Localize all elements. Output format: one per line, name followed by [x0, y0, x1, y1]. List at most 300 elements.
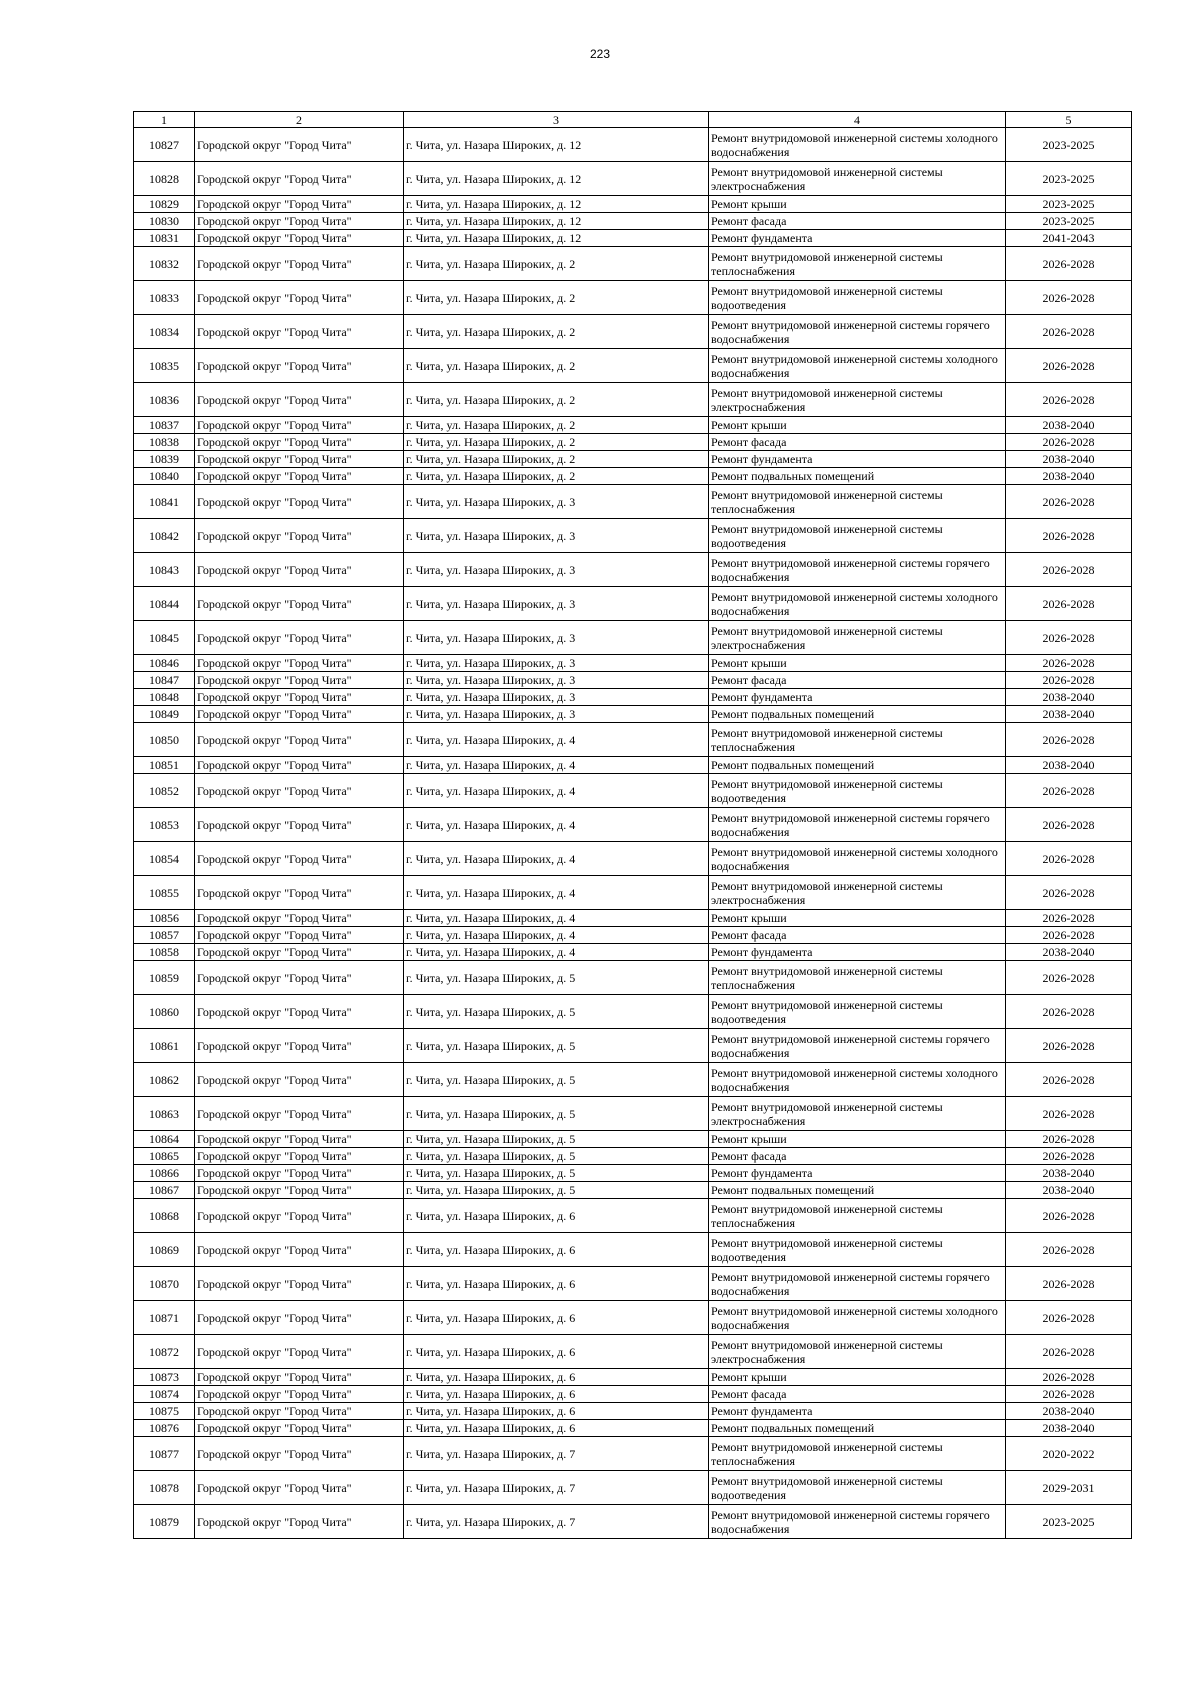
address-cell: г. Чита, ул. Назара Широких, д. 3 [404, 706, 709, 723]
work-type-cell: Ремонт подвальных помещений [709, 468, 1006, 485]
work-type-cell: Ремонт внутридомовой инженерной системы теплоснабжения [709, 961, 1006, 995]
municipality-cell: Городской округ "Город Чита" [195, 774, 404, 808]
period-cell: 2041-2043 [1006, 230, 1132, 247]
address-cell: г. Чита, ул. Назара Широких, д. 12 [404, 230, 709, 247]
table-row [134, 162, 1132, 196]
work-type-cell: Ремонт внутридомовой инженерной системы электроснабжения [709, 1335, 1006, 1369]
row-number: 10830 [134, 213, 195, 230]
table-row [134, 1386, 1132, 1403]
period-cell: 2020-2022 [1006, 1437, 1132, 1471]
table-row [134, 723, 1132, 757]
period-cell: 2038-2040 [1006, 1420, 1132, 1437]
table-row [134, 1199, 1132, 1233]
work-type-cell: Ремонт фасада [709, 1386, 1006, 1403]
row-number: 10863 [134, 1097, 195, 1131]
period-cell: 2026-2028 [1006, 485, 1132, 519]
table-row [134, 1029, 1132, 1063]
table-row [134, 1301, 1132, 1335]
municipality-cell: Городской округ "Город Чита" [195, 1301, 404, 1335]
work-type-cell: Ремонт внутридомовой инженерной системы электроснабжения [709, 876, 1006, 910]
row-number: 10827 [134, 128, 195, 162]
table-row [134, 553, 1132, 587]
row-number: 10844 [134, 587, 195, 621]
municipality-cell: Городской округ "Город Чита" [195, 1148, 404, 1165]
municipality-cell: Городской округ "Город Чита" [195, 995, 404, 1029]
row-number: 10845 [134, 621, 195, 655]
municipality-cell: Городской округ "Город Чита" [195, 1505, 404, 1539]
address-cell: г. Чита, ул. Назара Широких, д. 12 [404, 128, 709, 162]
period-cell: 2026-2028 [1006, 281, 1132, 315]
municipality-cell: Городской округ "Город Чита" [195, 672, 404, 689]
municipality-cell: Городской округ "Город Чита" [195, 315, 404, 349]
municipality-cell: Городской округ "Город Чита" [195, 1165, 404, 1182]
municipality-cell: Городской округ "Город Чита" [195, 128, 404, 162]
address-cell: г. Чита, ул. Назара Широких, д. 3 [404, 655, 709, 672]
period-cell: 2026-2028 [1006, 1386, 1132, 1403]
period-cell: 2026-2028 [1006, 655, 1132, 672]
work-type-cell: Ремонт внутридомовой инженерной системы горячего водоснабжения [709, 1267, 1006, 1301]
work-type-cell: Ремонт внутридомовой инженерной системы водоотведения [709, 1471, 1006, 1505]
municipality-cell: Городской округ "Город Чита" [195, 808, 404, 842]
period-cell: 2026-2028 [1006, 349, 1132, 383]
work-type-cell: Ремонт внутридомовой инженерной системы водоотведения [709, 1233, 1006, 1267]
municipality-cell: Городской округ "Город Чита" [195, 1386, 404, 1403]
period-cell: 2038-2040 [1006, 1182, 1132, 1199]
municipality-cell: Городской округ "Город Чита" [195, 196, 404, 213]
row-number: 10864 [134, 1131, 195, 1148]
address-cell: г. Чита, ул. Назара Широких, д. 4 [404, 808, 709, 842]
table-row [134, 672, 1132, 689]
municipality-cell: Городской округ "Город Чита" [195, 587, 404, 621]
period-cell: 2026-2028 [1006, 434, 1132, 451]
municipality-cell: Городской округ "Город Чита" [195, 247, 404, 281]
work-type-cell: Ремонт крыши [709, 196, 1006, 213]
period-cell: 2038-2040 [1006, 1403, 1132, 1420]
row-number: 10876 [134, 1420, 195, 1437]
column-header-4: 4 [709, 112, 1006, 128]
row-number: 10871 [134, 1301, 195, 1335]
address-cell: г. Чита, ул. Назара Широких, д. 2 [404, 451, 709, 468]
row-number: 10859 [134, 961, 195, 995]
table-row [134, 434, 1132, 451]
address-cell: г. Чита, ул. Назара Широких, д. 5 [404, 1097, 709, 1131]
period-cell: 2026-2028 [1006, 723, 1132, 757]
period-cell: 2026-2028 [1006, 1199, 1132, 1233]
period-cell: 2026-2028 [1006, 315, 1132, 349]
row-number: 10858 [134, 944, 195, 961]
municipality-cell: Городской округ "Город Чита" [195, 723, 404, 757]
period-cell: 2026-2028 [1006, 876, 1132, 910]
address-cell: г. Чита, ул. Назара Широких, д. 12 [404, 196, 709, 213]
table-row [134, 876, 1132, 910]
table-row [134, 808, 1132, 842]
column-header-2: 2 [195, 112, 404, 128]
table-row [134, 1148, 1132, 1165]
table-row [134, 621, 1132, 655]
period-cell: 2026-2028 [1006, 1369, 1132, 1386]
table-row [134, 281, 1132, 315]
municipality-cell: Городской округ "Город Чита" [195, 451, 404, 468]
table-row [134, 927, 1132, 944]
work-type-cell: Ремонт внутридомовой инженерной системы холодного водоснабжения [709, 128, 1006, 162]
table-row [134, 1437, 1132, 1471]
table-row [134, 1131, 1132, 1148]
table-row [134, 1165, 1132, 1182]
row-number: 10842 [134, 519, 195, 553]
municipality-cell: Городской округ "Город Чита" [195, 349, 404, 383]
municipality-cell: Городской округ "Город Чита" [195, 689, 404, 706]
address-cell: г. Чита, ул. Назара Широких, д. 6 [404, 1335, 709, 1369]
address-cell: г. Чита, ул. Назара Широких, д. 6 [404, 1386, 709, 1403]
period-cell: 2026-2028 [1006, 519, 1132, 553]
period-cell: 2026-2028 [1006, 672, 1132, 689]
municipality-cell: Городской округ "Город Чита" [195, 757, 404, 774]
municipality-cell: Городской округ "Город Чита" [195, 1182, 404, 1199]
address-cell: г. Чита, ул. Назара Широких, д. 12 [404, 162, 709, 196]
row-number: 10841 [134, 485, 195, 519]
address-cell: г. Чита, ул. Назара Широких, д. 6 [404, 1369, 709, 1386]
period-cell: 2038-2040 [1006, 706, 1132, 723]
address-cell: г. Чита, ул. Назара Широких, д. 2 [404, 247, 709, 281]
address-cell: г. Чита, ул. Назара Широких, д. 2 [404, 468, 709, 485]
period-cell: 2038-2040 [1006, 468, 1132, 485]
work-type-cell: Ремонт фасада [709, 927, 1006, 944]
municipality-cell: Городской округ "Город Чита" [195, 485, 404, 519]
work-type-cell: Ремонт внутридомовой инженерной системы водоотведения [709, 281, 1006, 315]
period-cell: 2026-2028 [1006, 1063, 1132, 1097]
period-cell: 2023-2025 [1006, 128, 1132, 162]
table-row [134, 1267, 1132, 1301]
row-number: 10832 [134, 247, 195, 281]
address-cell: г. Чита, ул. Назара Широких, д. 4 [404, 944, 709, 961]
work-type-cell: Ремонт внутридомовой инженерной системы водоотведения [709, 519, 1006, 553]
work-type-cell: Ремонт крыши [709, 1131, 1006, 1148]
row-number: 10850 [134, 723, 195, 757]
row-number: 10833 [134, 281, 195, 315]
table-row [134, 128, 1132, 162]
period-cell: 2026-2028 [1006, 995, 1132, 1029]
period-cell: 2023-2025 [1006, 196, 1132, 213]
address-cell: г. Чита, ул. Назара Широких, д. 7 [404, 1471, 709, 1505]
table-body [134, 128, 1132, 1539]
address-cell: г. Чита, ул. Назара Широких, д. 6 [404, 1403, 709, 1420]
municipality-cell: Городской округ "Город Чита" [195, 961, 404, 995]
row-number: 10840 [134, 468, 195, 485]
repair-schedule-table [133, 111, 1132, 1539]
period-cell: 2026-2028 [1006, 927, 1132, 944]
row-number: 10879 [134, 1505, 195, 1539]
table-header-row [134, 112, 1132, 128]
work-type-cell: Ремонт внутридомовой инженерной системы электроснабжения [709, 621, 1006, 655]
row-number: 10869 [134, 1233, 195, 1267]
work-type-cell: Ремонт внутридомовой инженерной системы горячего водоснабжения [709, 553, 1006, 587]
address-cell: г. Чита, ул. Назара Широких, д. 2 [404, 315, 709, 349]
municipality-cell: Городской округ "Город Чита" [195, 434, 404, 451]
table-row [134, 995, 1132, 1029]
row-number: 10865 [134, 1148, 195, 1165]
municipality-cell: Городской округ "Город Чита" [195, 213, 404, 230]
table-row [134, 1471, 1132, 1505]
row-number: 10855 [134, 876, 195, 910]
municipality-cell: Городской округ "Город Чита" [195, 417, 404, 434]
column-header-3: 3 [404, 112, 709, 128]
table-row [134, 961, 1132, 995]
row-number: 10860 [134, 995, 195, 1029]
period-cell: 2026-2028 [1006, 1148, 1132, 1165]
municipality-cell: Городской округ "Город Чита" [195, 519, 404, 553]
period-cell: 2026-2028 [1006, 1097, 1132, 1131]
table-row [134, 1369, 1132, 1386]
address-cell: г. Чита, ул. Назара Широких, д. 3 [404, 587, 709, 621]
row-number: 10831 [134, 230, 195, 247]
row-number: 10878 [134, 1471, 195, 1505]
address-cell: г. Чита, ул. Назара Широких, д. 7 [404, 1437, 709, 1471]
work-type-cell: Ремонт подвальных помещений [709, 1182, 1006, 1199]
period-cell: 2029-2031 [1006, 1471, 1132, 1505]
municipality-cell: Городской округ "Город Чита" [195, 944, 404, 961]
work-type-cell: Ремонт внутридомовой инженерной системы электроснабжения [709, 162, 1006, 196]
row-number: 10868 [134, 1199, 195, 1233]
work-type-cell: Ремонт внутридомовой инженерной системы теплоснабжения [709, 1199, 1006, 1233]
row-number: 10853 [134, 808, 195, 842]
work-type-cell: Ремонт внутридомовой инженерной системы электроснабжения [709, 1097, 1006, 1131]
address-cell: г. Чита, ул. Назара Широких, д. 6 [404, 1233, 709, 1267]
municipality-cell: Городской округ "Город Чита" [195, 910, 404, 927]
period-cell: 2038-2040 [1006, 944, 1132, 961]
period-cell: 2038-2040 [1006, 689, 1132, 706]
municipality-cell: Городской округ "Город Чита" [195, 1029, 404, 1063]
municipality-cell: Городской округ "Город Чита" [195, 842, 404, 876]
row-number: 10846 [134, 655, 195, 672]
work-type-cell: Ремонт фасада [709, 434, 1006, 451]
column-header-1: 1 [134, 112, 195, 128]
period-cell: 2026-2028 [1006, 247, 1132, 281]
row-number: 10870 [134, 1267, 195, 1301]
table-row [134, 1182, 1132, 1199]
work-type-cell: Ремонт фасада [709, 672, 1006, 689]
work-type-cell: Ремонт внутридомовой инженерной системы водоотведения [709, 774, 1006, 808]
row-number: 10848 [134, 689, 195, 706]
work-type-cell: Ремонт внутридомовой инженерной системы горячего водоснабжения [709, 808, 1006, 842]
row-number: 10862 [134, 1063, 195, 1097]
table-row [134, 468, 1132, 485]
municipality-cell: Городской округ "Город Чита" [195, 621, 404, 655]
table-row [134, 349, 1132, 383]
row-number: 10854 [134, 842, 195, 876]
address-cell: г. Чита, ул. Назара Широких, д. 4 [404, 910, 709, 927]
municipality-cell: Городской округ "Город Чита" [195, 1097, 404, 1131]
period-cell: 2026-2028 [1006, 383, 1132, 417]
municipality-cell: Городской округ "Город Чита" [195, 1437, 404, 1471]
table-row [134, 910, 1132, 927]
period-cell: 2038-2040 [1006, 417, 1132, 434]
address-cell: г. Чита, ул. Назара Широких, д. 3 [404, 553, 709, 587]
period-cell: 2026-2028 [1006, 1335, 1132, 1369]
period-cell: 2026-2028 [1006, 774, 1132, 808]
municipality-cell: Городской округ "Город Чита" [195, 655, 404, 672]
row-number: 10847 [134, 672, 195, 689]
period-cell: 2026-2028 [1006, 842, 1132, 876]
municipality-cell: Городской округ "Город Чита" [195, 1403, 404, 1420]
address-cell: г. Чита, ул. Назара Широких, д. 2 [404, 383, 709, 417]
work-type-cell: Ремонт фасада [709, 1148, 1006, 1165]
row-number: 10829 [134, 196, 195, 213]
address-cell: г. Чита, ул. Назара Широких, д. 3 [404, 621, 709, 655]
work-type-cell: Ремонт фундамента [709, 689, 1006, 706]
address-cell: г. Чита, ул. Назара Широких, д. 4 [404, 774, 709, 808]
work-type-cell: Ремонт внутридомовой инженерной системы холодного водоснабжения [709, 587, 1006, 621]
period-cell: 2026-2028 [1006, 553, 1132, 587]
row-number: 10867 [134, 1182, 195, 1199]
table-row [134, 213, 1132, 230]
work-type-cell: Ремонт фундамента [709, 944, 1006, 961]
municipality-cell: Городской округ "Город Чита" [195, 1131, 404, 1148]
page-number: 223 [589, 47, 611, 61]
table-row [134, 485, 1132, 519]
work-type-cell: Ремонт внутридомовой инженерной системы горячего водоснабжения [709, 1029, 1006, 1063]
row-number: 10838 [134, 434, 195, 451]
row-number: 10834 [134, 315, 195, 349]
address-cell: г. Чита, ул. Назара Широких, д. 2 [404, 434, 709, 451]
municipality-cell: Городской округ "Город Чита" [195, 1063, 404, 1097]
row-number: 10866 [134, 1165, 195, 1182]
period-cell: 2038-2040 [1006, 757, 1132, 774]
period-cell: 2026-2028 [1006, 1131, 1132, 1148]
row-number: 10849 [134, 706, 195, 723]
work-type-cell: Ремонт внутридомовой инженерной системы горячего водоснабжения [709, 315, 1006, 349]
address-cell: г. Чита, ул. Назара Широких, д. 2 [404, 349, 709, 383]
address-cell: г. Чита, ул. Назара Широких, д. 2 [404, 281, 709, 315]
table-row [134, 451, 1132, 468]
row-number: 10857 [134, 927, 195, 944]
row-number: 10835 [134, 349, 195, 383]
row-number: 10852 [134, 774, 195, 808]
row-number: 10872 [134, 1335, 195, 1369]
address-cell: г. Чита, ул. Назара Широких, д. 5 [404, 1131, 709, 1148]
work-type-cell: Ремонт фундамента [709, 1165, 1006, 1182]
address-cell: г. Чита, ул. Назара Широких, д. 5 [404, 1182, 709, 1199]
period-cell: 2023-2025 [1006, 162, 1132, 196]
table-row [134, 315, 1132, 349]
period-cell: 2026-2028 [1006, 1301, 1132, 1335]
municipality-cell: Городской округ "Город Чита" [195, 1233, 404, 1267]
table-row [134, 1233, 1132, 1267]
address-cell: г. Чита, ул. Назара Широких, д. 3 [404, 519, 709, 553]
work-type-cell: Ремонт крыши [709, 1369, 1006, 1386]
table-row [134, 1063, 1132, 1097]
work-type-cell: Ремонт внутридомовой инженерной системы горячего водоснабжения [709, 1505, 1006, 1539]
address-cell: г. Чита, ул. Назара Широких, д. 4 [404, 842, 709, 876]
municipality-cell: Городской округ "Город Чита" [195, 927, 404, 944]
table-row [134, 196, 1132, 213]
work-type-cell: Ремонт крыши [709, 910, 1006, 927]
address-cell: г. Чита, ул. Назара Широких, д. 5 [404, 1148, 709, 1165]
municipality-cell: Городской округ "Город Чита" [195, 230, 404, 247]
address-cell: г. Чита, ул. Назара Широких, д. 5 [404, 961, 709, 995]
table-row [134, 757, 1132, 774]
period-cell: 2026-2028 [1006, 1029, 1132, 1063]
table-row [134, 1403, 1132, 1420]
row-number: 10839 [134, 451, 195, 468]
period-cell: 2026-2028 [1006, 621, 1132, 655]
address-cell: г. Чита, ул. Назара Широких, д. 5 [404, 995, 709, 1029]
municipality-cell: Городской округ "Город Чита" [195, 1420, 404, 1437]
period-cell: 2038-2040 [1006, 1165, 1132, 1182]
municipality-cell: Городской округ "Город Чита" [195, 162, 404, 196]
table-row [134, 944, 1132, 961]
row-number: 10861 [134, 1029, 195, 1063]
table-row [134, 417, 1132, 434]
work-type-cell: Ремонт фундамента [709, 451, 1006, 468]
work-type-cell: Ремонт внутридомовой инженерной системы холодного водоснабжения [709, 1063, 1006, 1097]
table-row [134, 689, 1132, 706]
municipality-cell: Городской округ "Город Чита" [195, 1471, 404, 1505]
table-row [134, 247, 1132, 281]
row-number: 10851 [134, 757, 195, 774]
table-row [134, 1335, 1132, 1369]
period-cell: 2026-2028 [1006, 961, 1132, 995]
work-type-cell: Ремонт внутридомовой инженерной системы холодного водоснабжения [709, 1301, 1006, 1335]
municipality-cell: Городской округ "Город Чита" [195, 468, 404, 485]
table-row [134, 587, 1132, 621]
table-row [134, 706, 1132, 723]
row-number: 10843 [134, 553, 195, 587]
address-cell: г. Чита, ул. Назара Широких, д. 5 [404, 1029, 709, 1063]
table-row [134, 655, 1132, 672]
work-type-cell: Ремонт внутридомовой инженерной системы холодного водоснабжения [709, 842, 1006, 876]
municipality-cell: Городской округ "Город Чита" [195, 1199, 404, 1233]
work-type-cell: Ремонт внутридомовой инженерной системы теплоснабжения [709, 1437, 1006, 1471]
work-type-cell: Ремонт фундамента [709, 230, 1006, 247]
address-cell: г. Чита, ул. Назара Широких, д. 4 [404, 723, 709, 757]
row-number: 10828 [134, 162, 195, 196]
table-row [134, 1420, 1132, 1437]
period-cell: 2026-2028 [1006, 910, 1132, 927]
row-number: 10836 [134, 383, 195, 417]
work-type-cell: Ремонт внутридомовой инженерной системы электроснабжения [709, 383, 1006, 417]
address-cell: г. Чита, ул. Назара Широких, д. 4 [404, 757, 709, 774]
column-header-5: 5 [1006, 112, 1132, 128]
municipality-cell: Городской округ "Город Чита" [195, 553, 404, 587]
work-type-cell: Ремонт крыши [709, 655, 1006, 672]
work-type-cell: Ремонт внутридомовой инженерной системы водоотведения [709, 995, 1006, 1029]
municipality-cell: Городской округ "Город Чита" [195, 281, 404, 315]
work-type-cell: Ремонт внутридомовой инженерной системы холодного водоснабжения [709, 349, 1006, 383]
address-cell: г. Чита, ул. Назара Широких, д. 6 [404, 1267, 709, 1301]
row-number: 10874 [134, 1386, 195, 1403]
address-cell: г. Чита, ул. Назара Широких, д. 3 [404, 689, 709, 706]
period-cell: 2023-2025 [1006, 213, 1132, 230]
municipality-cell: Городской округ "Город Чита" [195, 706, 404, 723]
period-cell: 2026-2028 [1006, 1267, 1132, 1301]
work-type-cell: Ремонт подвальных помещений [709, 757, 1006, 774]
work-type-cell: Ремонт подвальных помещений [709, 1420, 1006, 1437]
period-cell: 2026-2028 [1006, 587, 1132, 621]
work-type-cell: Ремонт фундамента [709, 1403, 1006, 1420]
address-cell: г. Чита, ул. Назара Широких, д. 5 [404, 1063, 709, 1097]
municipality-cell: Городской округ "Город Чита" [195, 1267, 404, 1301]
table-row [134, 383, 1132, 417]
address-cell: г. Чита, ул. Назара Широких, д. 12 [404, 213, 709, 230]
work-type-cell: Ремонт внутридомовой инженерной системы теплоснабжения [709, 723, 1006, 757]
period-cell: 2023-2025 [1006, 1505, 1132, 1539]
address-cell: г. Чита, ул. Назара Широких, д. 6 [404, 1199, 709, 1233]
table-row [134, 519, 1132, 553]
address-cell: г. Чита, ул. Назара Широких, д. 6 [404, 1420, 709, 1437]
address-cell: г. Чита, ул. Назара Широких, д. 7 [404, 1505, 709, 1539]
table-row [134, 1505, 1132, 1539]
table-row [134, 774, 1132, 808]
